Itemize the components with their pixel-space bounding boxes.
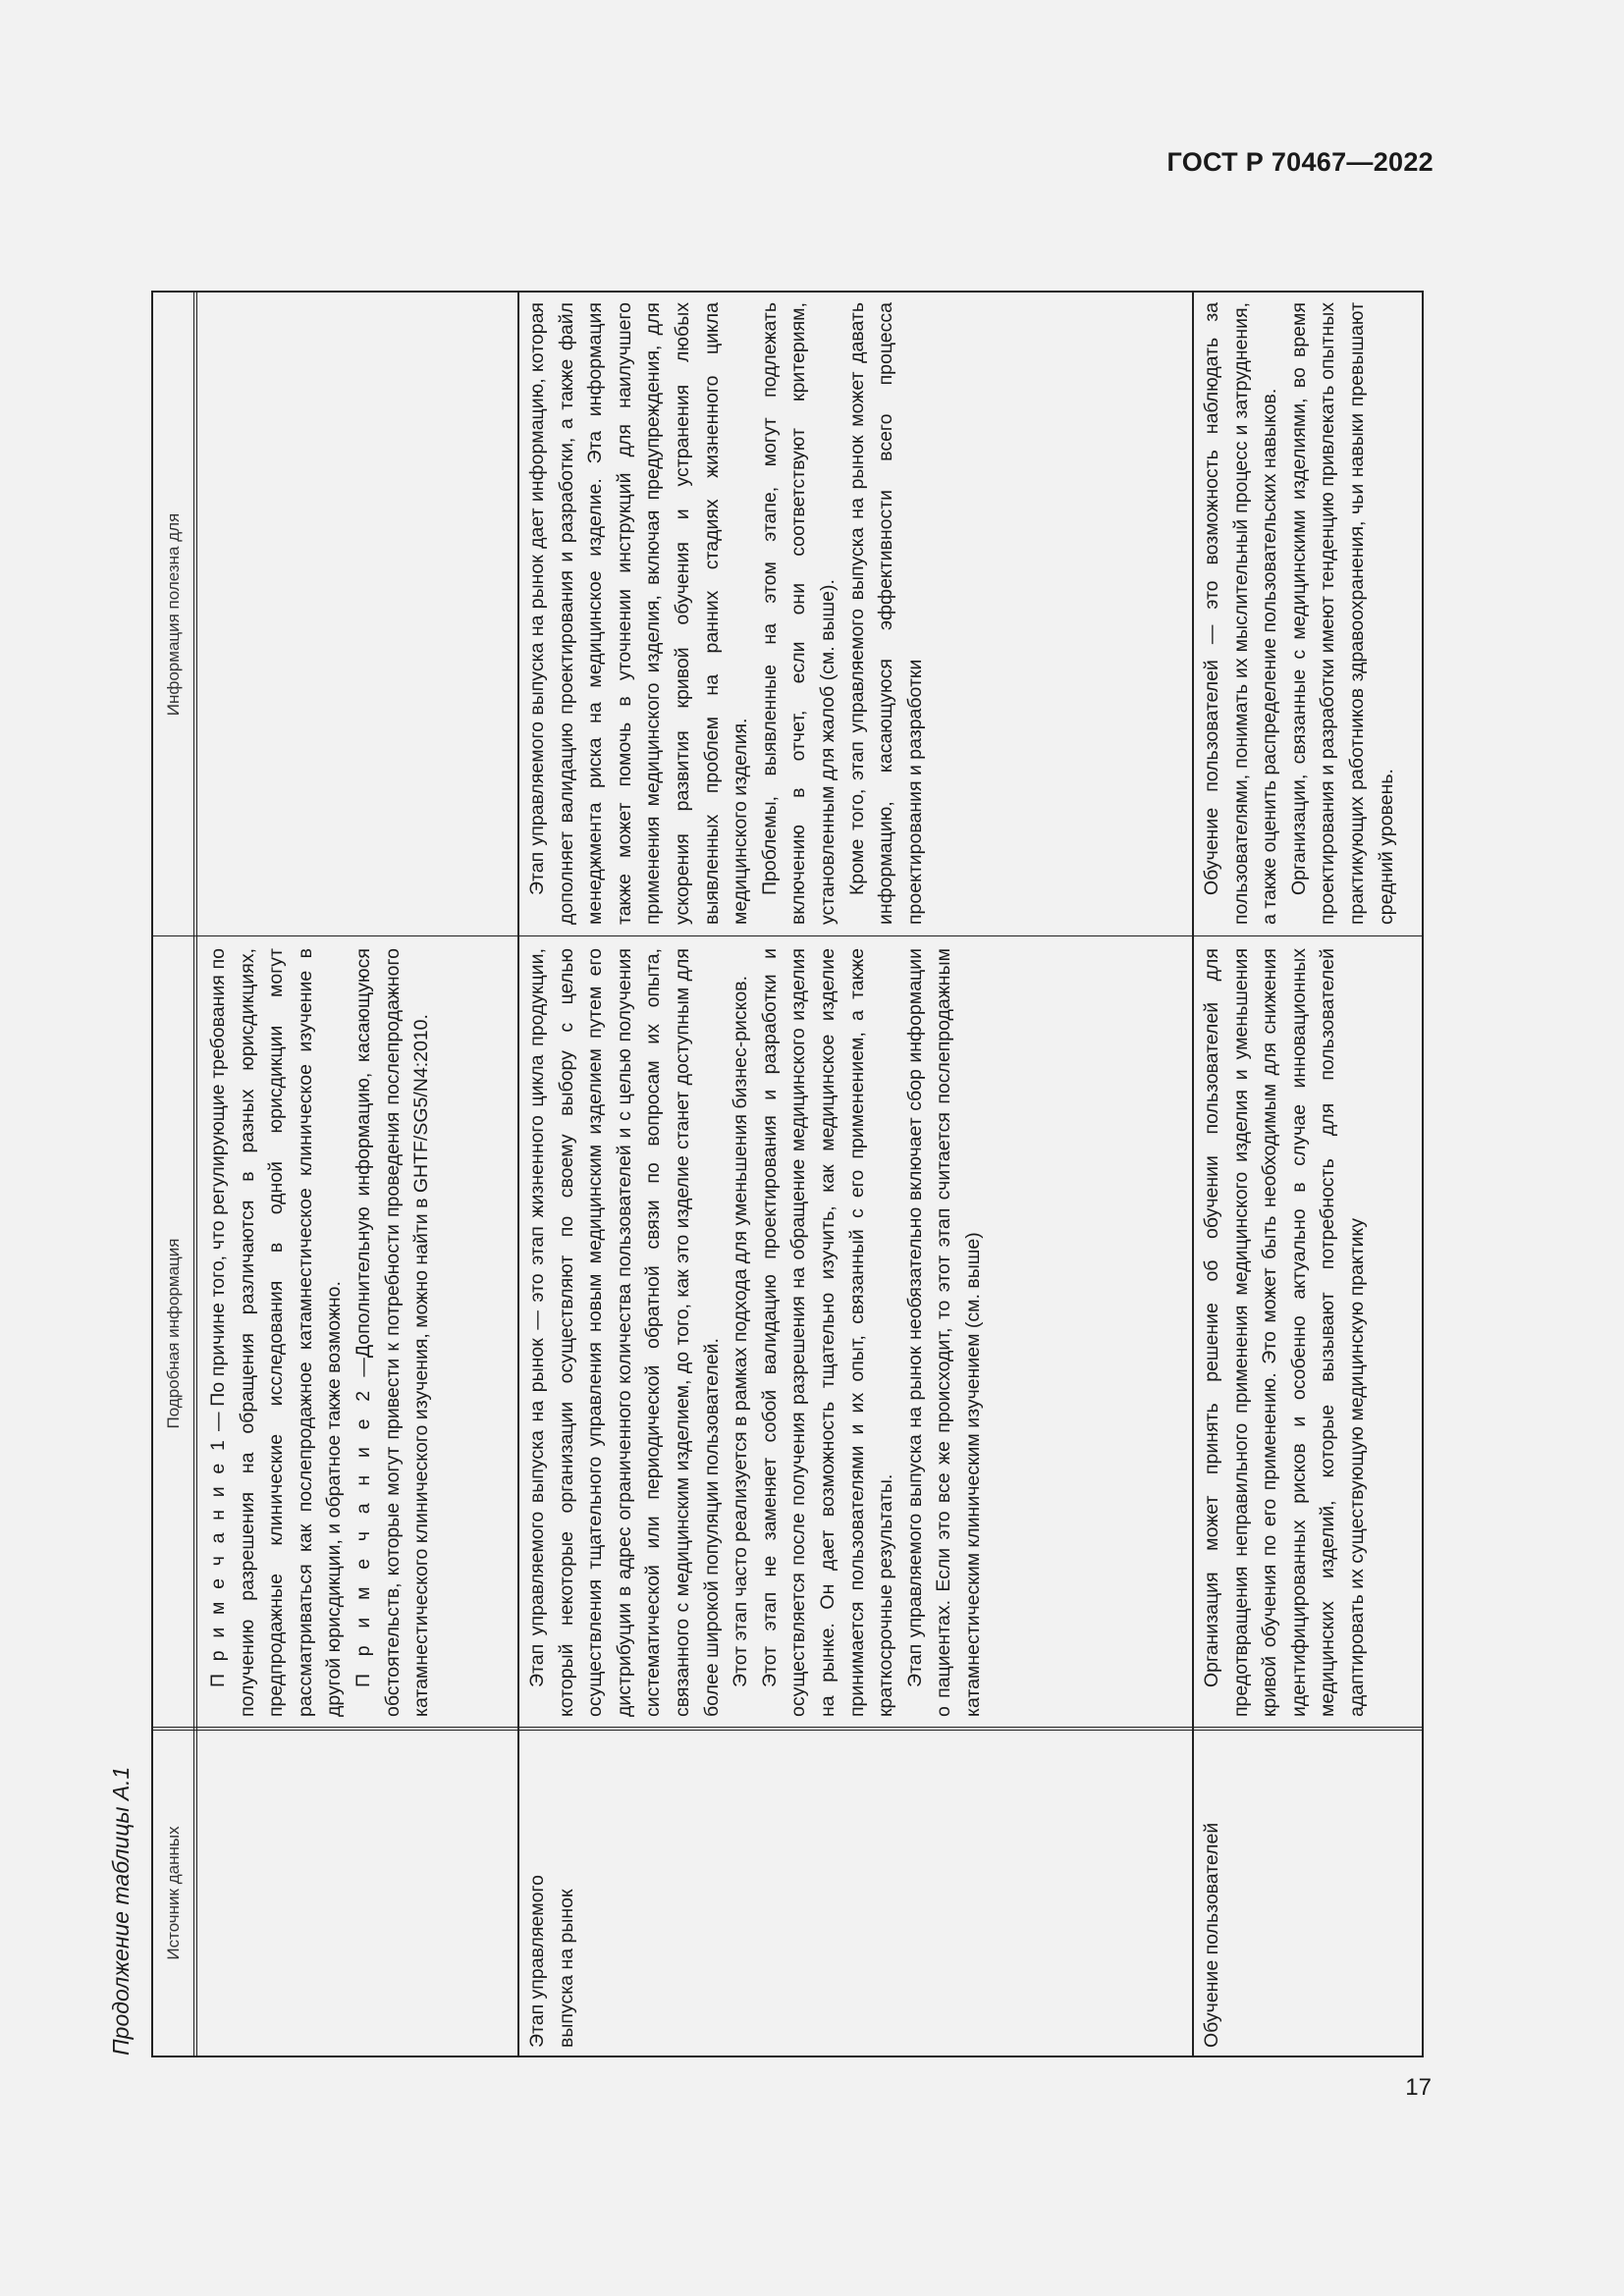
rotated-table-section — [108, 232, 1453, 2057]
standard-header: ГОСТ Р 70467—2022 — [1166, 147, 1434, 177]
row2-source: Этап управляемого выпуска на рынок — [526, 1874, 577, 2048]
row-divider-2 — [1192, 293, 1194, 2056]
table-caption: Продолжение таблицы А.1 — [108, 1766, 134, 2056]
row3-useful: Обучение пользователей — это возможность наблюдать за пользователями, понимать их мыслительный процесс и затруднения, а также оценить распределение пользовательских навыков. Организации, связанные с медицинскими изделиями, во время проектирования и разработки имеют тенденцию привлекать опытных практикующих работников здравоохранения, чьи навыки превышают средний уровень. — [1201, 302, 1397, 925]
header-useful: Информация полезна для — [164, 512, 183, 717]
row3-detail: Организация может принять решение об обучении пользователей для предотвращения неправильного применения медицинского изделия и уменьшения кривой обучения по его применению. Это может быть необходимым для снижения идентифицированных рисков и особенно актуально в случае инновационных медицинских изделий, которые вызывают потребность для пользователей адаптировать их существующую медицинскую практику — [1201, 948, 1368, 1717]
data-table — [151, 291, 1424, 2057]
page-number: 17 — [1405, 2074, 1432, 2101]
table-header — [153, 293, 197, 2056]
header-source: Источник данных — [164, 1826, 183, 1960]
row2-useful: Этап управляемого выпуска на рынок дает информацию, которая дополняет валидацию проектирования и разработки, а также файл менеджмента риска на медицинское изделие. Эта информация также может помочь в уточнении инструкций для наилучшего применения медицинского изделия, включая предупреждения, для ускорения развития кривой обучения и устранения любых выявленных проблем на ранних стадиях жизненного цикла медицинского изделия. Проблемы, выявленные на этом этапе, могут подлежать включению в отчет, если они соответствуют критериям, установленным для жалоб (см. выше). Кроме того, этап управляемого выпуска на рынок может давать информацию, касающуюся эффективности всего процесса проектирования и разработки — [526, 302, 926, 925]
row-divider-1 — [517, 293, 519, 2056]
row3-source: Обучение пользователей — [1201, 1822, 1222, 2048]
column-divider-1 — [153, 1727, 1422, 1731]
column-divider-2 — [153, 935, 1422, 936]
header-detail: Подробная информация — [164, 1238, 183, 1429]
row1-detail: П р и м е ч а н и е 1 — По причине того, что регулирующие требования по получению разрешения на обращения различаются в разных юрисдикциях, предпродажные клинические исследования в одной юрисдикции могут рассматриваться как послепродажное катамнестическое клиническое изучение в другой юрисдикции, и обратное также возможно. П р и м е ч а н и е 2 —Дополнительную информацию, касающуюся обстоятельств, которые могут привести к потребности проведения послепродажного катамнестического клинического изучения, можно найти в GHTF/SG5/N4:2010. — [207, 948, 433, 1717]
row2-detail: Этап управляемого выпуска на рынок — это этап жизненного цикла продукции, который некоторые организации осуществляют по своему выбору с целью осуществления тщательного управления новым медицинским изделием путем его дистрибуции в адрес ограниченного количества пользователей и с целью получения систематической или периодической обратной связи по вопросам их опыта, связанного с медицинским изделием, до того, как это изделие станет доступным для более широкой популяции пользователей. Этот этап часто реализуется в рамках подхода для уменьшения бизнес-рисков. Этот этап не заменяет собой валидацию проектирования и разработки и осуществляется после получения разрешения на обращение медицинского изделия на рынке. Он дает возможность тщательно изучить, как медицинское изделие принимается пользователями и их опыт, связанный с его применением, а также краткосрочные результаты. Этап управляемого выпуска на рынок необязательно включает сбор информации о пациентах. Если это все же происходит, то этот этап считается послепродажным катамнестическим клиническим изучением (см. выше) — [526, 948, 984, 1717]
